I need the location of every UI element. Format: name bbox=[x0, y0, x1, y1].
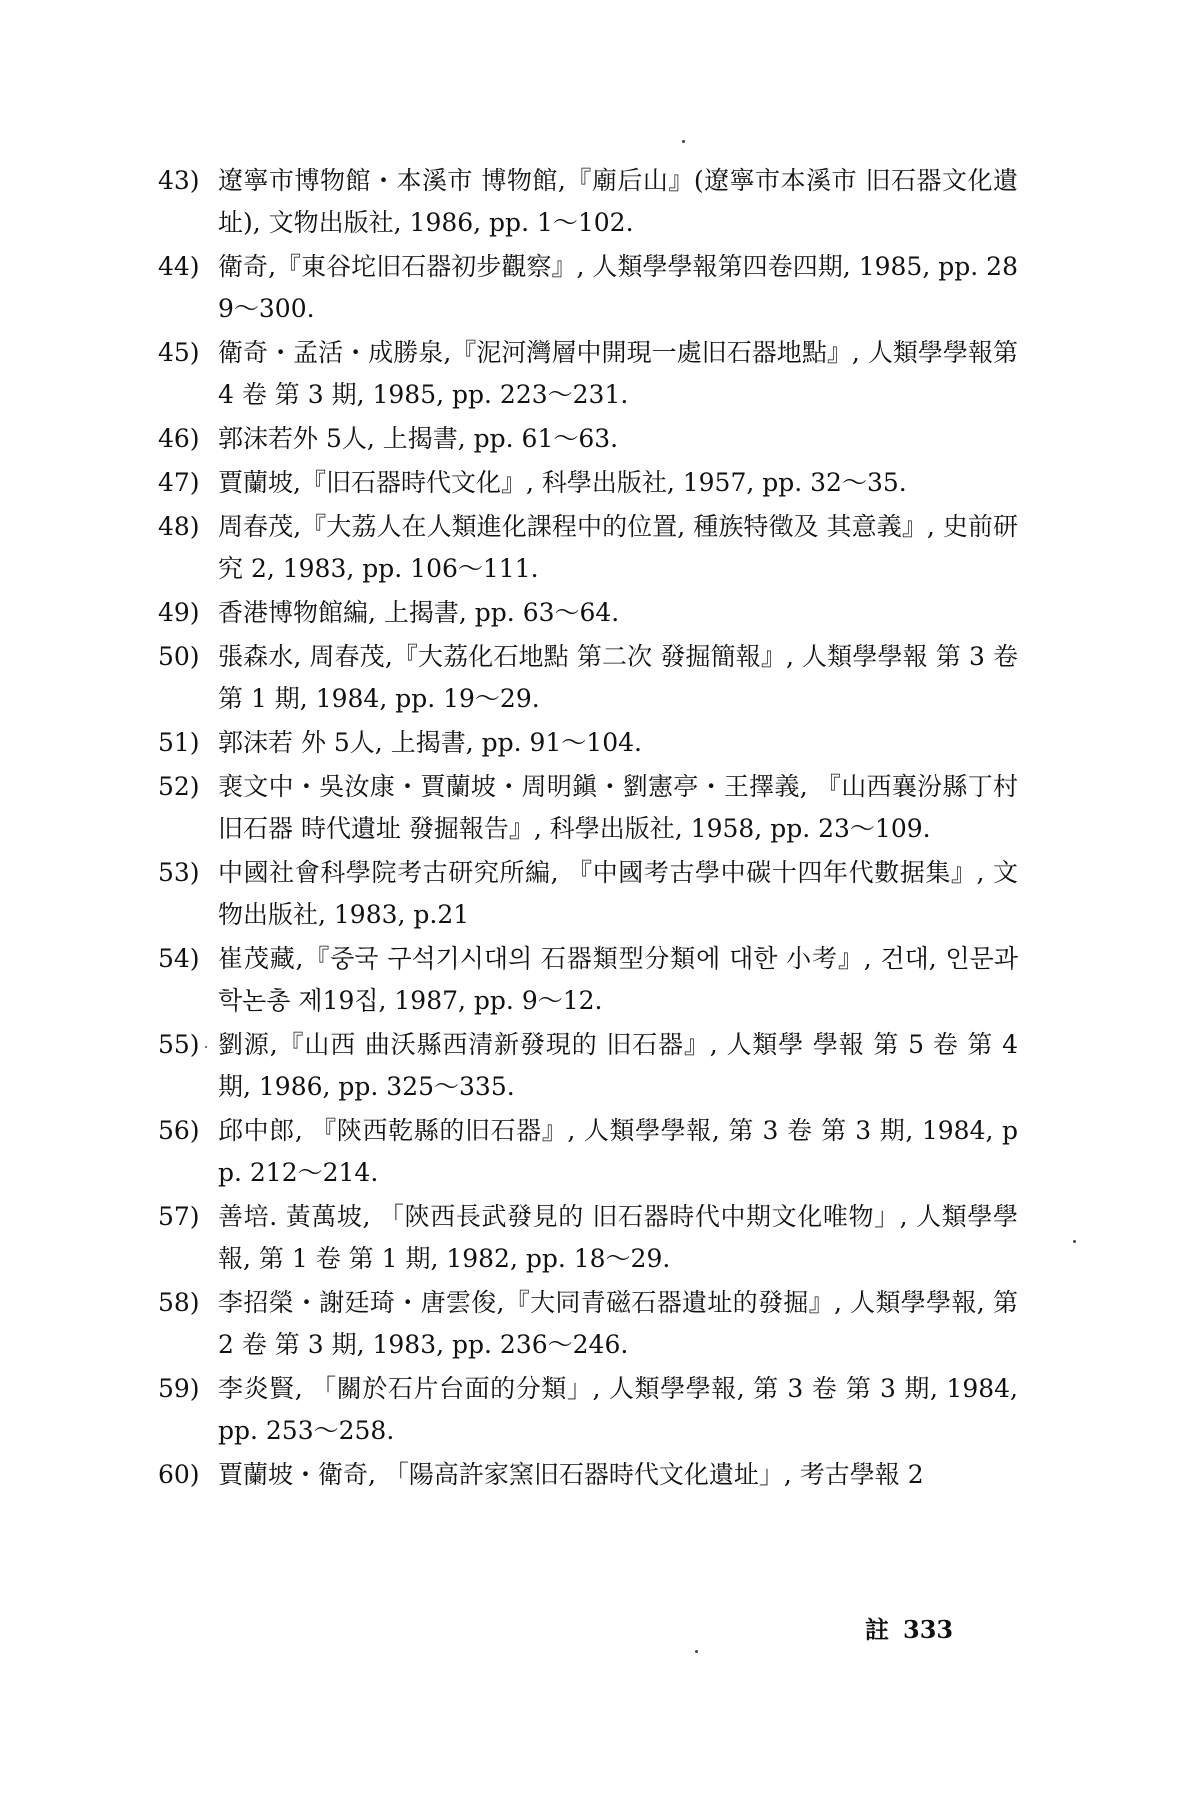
note-text: 衛奇・孟活・成勝泉,『泥河灣層中開現一處旧石器地點』, 人類學學報第 4 卷 第 3 期, 1985, pp. 223～231. bbox=[218, 338, 1018, 409]
page-number: 333 bbox=[903, 1615, 954, 1644]
note-text: 遼寧市博物館・本溪市 博物館,『廟后山』(遼寧市本溪市 旧石器文化遺址), 文物出版社, 1986, pp. 1～102. bbox=[218, 166, 1018, 237]
note-number: 56) bbox=[158, 1116, 200, 1145]
note-text: 衛奇,『東谷坨旧石器初步觀察』, 人類學學報第四卷四期, 1985, pp. 289～300. bbox=[218, 252, 1018, 323]
note-item bbox=[158, 592, 1018, 634]
note-item bbox=[158, 332, 1018, 416]
note-number: 45) bbox=[158, 338, 200, 367]
note-number: 48) bbox=[158, 512, 200, 541]
note-text: 李炎賢, 「關於石片台面的分類」, 人類學學報, 第 3 卷 第 3 期, 1984, pp. 253～258. bbox=[218, 1374, 1018, 1445]
note-text: 中國社會科學院考古研究所編, 『中國考古學中碳十四年代數据集』, 文物出版社, 1983, p.21 bbox=[218, 858, 1018, 929]
note-item bbox=[158, 418, 1018, 460]
note-number: 59) bbox=[158, 1374, 200, 1403]
note-number: 51) bbox=[158, 728, 200, 757]
note-text: 劉源,『山西 曲沃縣西清新發現的 旧石器』, 人類學 學報 第 5 卷 第 4 期, 1986, pp. 325～335. bbox=[218, 1030, 1018, 1101]
note-text: 裵文中・吳汝康・賈蘭坡・周明鎭・劉憲亭・王擇義, 『山西襄汾縣丁村 旧石器 時代遺址 發掘報告』, 科學出版社, 1958, pp. 23～109. bbox=[218, 772, 1018, 843]
note-item bbox=[158, 938, 1018, 1022]
note-item bbox=[158, 1024, 1018, 1108]
scan-speck bbox=[682, 140, 685, 143]
note-number: 47) bbox=[158, 468, 200, 497]
note-item bbox=[158, 722, 1018, 764]
page-footer bbox=[865, 1610, 953, 1645]
note-number: 60) bbox=[158, 1460, 200, 1489]
scan-speck bbox=[205, 1046, 207, 1048]
note-item bbox=[158, 1368, 1018, 1452]
note-item bbox=[158, 1282, 1018, 1366]
note-item bbox=[158, 160, 1018, 244]
note-item bbox=[158, 852, 1018, 936]
note-text: 郭沫若 外 5人, 上揭書, pp. 91～104. bbox=[218, 728, 642, 757]
note-item bbox=[158, 246, 1018, 330]
note-text: 賈蘭坡・衛奇, 「陽高許家窯旧石器時代文化遺址」, 考古學報 2 bbox=[218, 1460, 924, 1489]
note-text: 賈蘭坡,『旧石器時代文化』, 科學出版社, 1957, pp. 32～35. bbox=[218, 468, 907, 497]
note-number: 52) bbox=[158, 772, 200, 801]
note-number: 49) bbox=[158, 598, 200, 627]
note-number: 55) bbox=[158, 1030, 200, 1059]
note-text: 郭沫若外 5人, 上揭書, pp. 61～63. bbox=[218, 424, 619, 453]
note-number: 44) bbox=[158, 252, 200, 281]
note-number: 50) bbox=[158, 642, 200, 671]
note-text: 邱中郎, 『陝西乾縣的旧石器』, 人類學學報, 第 3 卷 第 3 期, 1984, pp. 212～214. bbox=[218, 1116, 1018, 1187]
note-text: 善培. 黃萬坡, 「陝西長武發見的 旧石器時代中期文化唯物」, 人類學學報, 第 1 卷 第 1 期, 1982, pp. 18～29. bbox=[218, 1202, 1018, 1273]
note-text: 張森水, 周春茂,『大荔化石地點 第二次 發掘簡報』, 人類學學報 第 3 卷 第 1 期, 1984, pp. 19～29. bbox=[218, 642, 1018, 713]
note-item bbox=[158, 1110, 1018, 1194]
note-item bbox=[158, 1196, 1018, 1280]
scan-speck bbox=[695, 1650, 698, 1653]
note-number: 58) bbox=[158, 1288, 200, 1317]
note-text: 崔茂藏,『중국 구석기시대의 石器類型分類에 대한 小考』, 건대, 인문과학논총 제19집, 1987, pp. 9～12. bbox=[218, 944, 1018, 1015]
note-number: 46) bbox=[158, 424, 200, 453]
footer-label: 註 bbox=[865, 1615, 889, 1644]
scan-speck bbox=[1073, 1240, 1076, 1243]
note-item bbox=[158, 462, 1018, 504]
note-text: 香港博物館編, 上揭書, pp. 63～64. bbox=[218, 598, 620, 627]
note-item bbox=[158, 636, 1018, 720]
note-number: 57) bbox=[158, 1202, 200, 1231]
note-item bbox=[158, 506, 1018, 590]
note-item bbox=[158, 1454, 1018, 1496]
note-item bbox=[158, 766, 1018, 850]
note-text: 周春茂,『大荔人在人類進化課程中的位置, 種族特徵及 其意義』, 史前研究 2, 1983, pp. 106～111. bbox=[218, 512, 1018, 583]
note-number: 53) bbox=[158, 858, 200, 887]
notes-list bbox=[158, 160, 1018, 1498]
note-number: 54) bbox=[158, 944, 200, 973]
note-number: 43) bbox=[158, 166, 200, 195]
note-text: 李招榮・謝廷琦・唐雲俊,『大同青磁石器遺址的發掘』, 人類學學報, 第 2 卷 第 3 期, 1983, pp. 236～246. bbox=[218, 1288, 1018, 1359]
